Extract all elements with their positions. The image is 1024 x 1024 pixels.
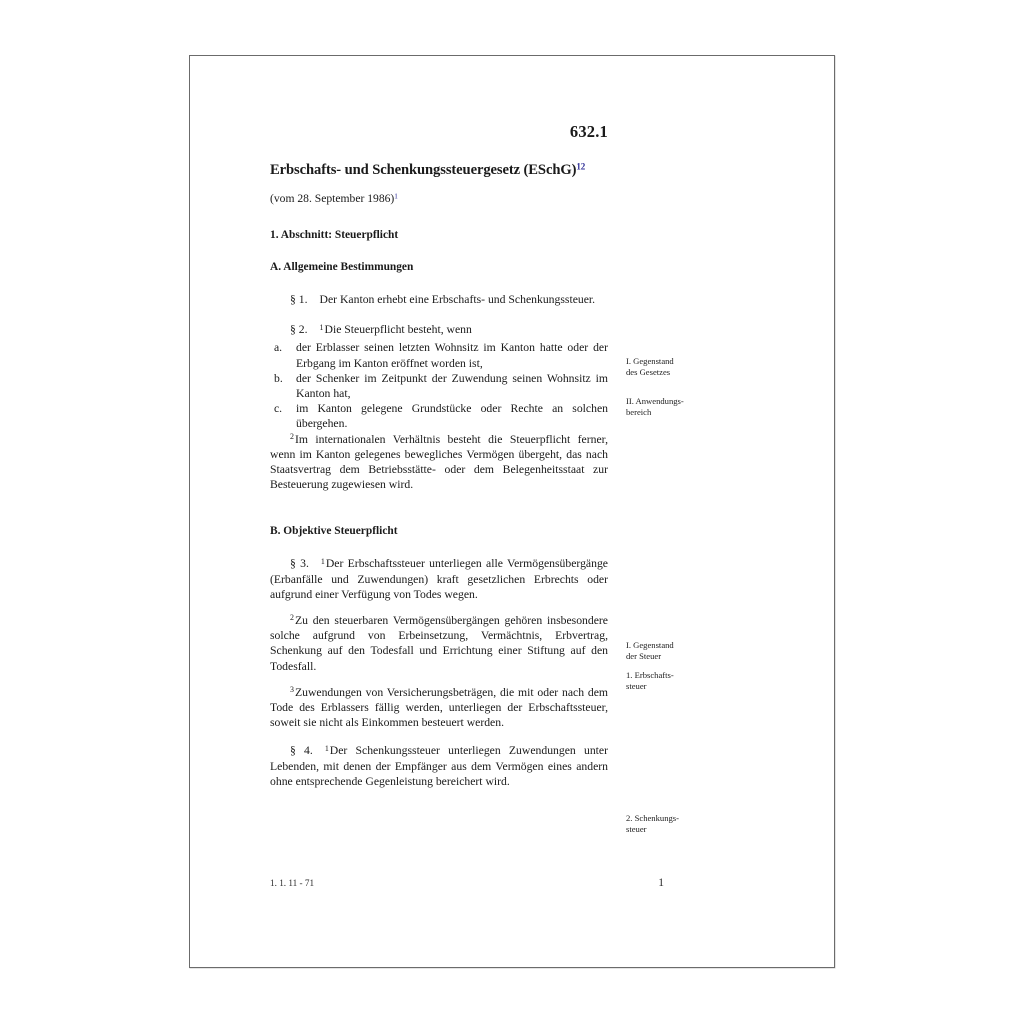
article-1-text: Der Kanton erhebt eine Erbschafts- und Schenkungssteuer.	[319, 293, 596, 306]
marginal-note-line: steuer	[626, 824, 647, 834]
page-sheet	[189, 55, 835, 968]
article-3-paragraph-3	[270, 685, 608, 731]
article-4-mark: § 4.	[290, 744, 313, 758]
document-title-text: Erbschafts- und Schenkungssteuergesetz (ESchG)	[270, 162, 577, 178]
list-item	[270, 340, 608, 370]
article-3-para1-number: 1	[320, 556, 325, 566]
document-header	[270, 122, 608, 142]
article-2-intro	[270, 322, 608, 337]
footer-edition: 1. 1. 11 - 71	[270, 878, 315, 888]
marginal-note-line: der Steuer	[626, 651, 662, 661]
marginal-note-anwendungsbereich	[626, 396, 786, 418]
article-2-paragraph-2	[270, 432, 608, 493]
marginal-note	[626, 813, 786, 835]
document-number: 632.1	[569, 122, 608, 141]
marginal-note-line: bereich	[626, 407, 652, 417]
marginal-note-line: II. Anwendungs-	[626, 396, 684, 406]
article-1	[270, 292, 608, 307]
list-item-text: im Kanton gelegene Grundstücke oder Rechte an solchen übergehen.	[296, 402, 608, 431]
marginal-note-line: 1. Erbschafts-	[626, 670, 674, 680]
date-footnote-ref[interactable]: 1	[394, 192, 398, 201]
marginal-note	[626, 356, 786, 378]
article-2-para2-number: 2	[290, 431, 294, 441]
article-3-paragraph-1-text: Der Erbschaftssteuer unterliegen alle Vermögensübergänge (Erbanfälle und Zuwendungen) kraft gesetzlichen Erbrechts oder aufgrund einer Verfügung von Todes wegen.	[270, 557, 608, 601]
marginal-note-line: 2. Schenkungs-	[626, 813, 679, 823]
marginal-note-schenkungssteuer	[626, 813, 786, 835]
article-3-mark: § 3.	[290, 557, 309, 571]
marginal-note-line: I. Gegenstand	[626, 356, 674, 366]
list-item-letter: b.	[274, 371, 283, 385]
article-3-paragraph-2-text: Zu den steuerbaren Vermögensübergängen gehören insbesondere solche aufgrund von Erbeinsetzung, Vermächtnis, Erbvertrag, Schenkung auf den Todesfall und Errichtung einer Stiftung auf den Todesfall.	[270, 614, 608, 673]
list-item	[270, 371, 608, 401]
article-2-para-number: 1	[319, 322, 324, 332]
marginal-note-gegenstand-steuer	[626, 640, 786, 692]
marginal-note-gegenstand-gesetzes	[626, 356, 786, 378]
heading-subsection-b: B. Objektive Steuerpflicht	[270, 525, 398, 538]
list-item-text: der Schenker im Zeitpunkt der Zuwendung seinen Wohnsitz im Kanton hat,	[296, 371, 608, 401]
marginal-note-line: steuer	[626, 681, 647, 691]
article-2-list	[270, 340, 608, 431]
document-title	[270, 162, 630, 179]
article-2-intro-text: Die Steuerpflicht besteht, wenn	[324, 323, 472, 337]
list-item-text: der Erblasser seinen letzten Wohnsitz im Kanton hatte oder der Erbgang im Kanton eröffnet worden ist,	[296, 341, 608, 370]
marginal-note	[626, 670, 786, 692]
marginal-note-line: I. Gegenstand	[626, 640, 674, 650]
article-3-paragraph-3-text: Zuwendungen von Versicherungsbeträgen, die mit oder nach dem Tode des Erblassers fällig werden, unterliegen der Erbschaftssteuer, soweit sie nicht als Einkommen besteuert werden.	[270, 685, 608, 730]
article-3-paragraph-1	[270, 556, 608, 602]
title-footnote-ref[interactable]: 12	[576, 161, 586, 172]
list-item-letter: a.	[274, 341, 283, 355]
heading-subsection-a: A. Allgemeine Bestimmungen	[270, 261, 414, 273]
heading-section-1: 1. Abschnitt: Steuerpflicht	[270, 229, 399, 241]
article-4-para1-number: 1	[324, 743, 329, 753]
article-2-mark: § 2.	[290, 323, 308, 337]
article-3-paragraph-2	[270, 613, 608, 674]
article-4-paragraph-1	[270, 743, 608, 789]
article-2-paragraph-2-text: Im internationalen Verhältnis besteht die Steuerpflicht ferner, wenn im Kanton gelegenes bewegliches Vermögen übergeht, das nach Staatsvertrag dem Betriebsstätte- oder dem Belegenheitsstaat zur Besteuerung zugewiesen wird.	[270, 432, 608, 492]
marginal-note-line: des Gesetzes	[626, 367, 671, 377]
page-footer	[270, 877, 786, 889]
marginal-note	[626, 396, 786, 418]
document-date	[270, 192, 786, 205]
document-date-text: (vom 28. September 1986)	[270, 192, 395, 205]
article-1-mark: § 1.	[290, 293, 308, 306]
marginal-note	[626, 640, 786, 662]
list-item-letter: c.	[274, 402, 283, 416]
article-4-paragraph-1-text: Der Schenkungssteuer unterliegen Zuwendungen unter Lebenden, mit denen der Empfänger aus dem Vermögen eines andern ohne entsprechende Gegenleistung bereichert wird.	[270, 744, 609, 788]
section-block-1	[270, 229, 608, 789]
article-3-para3-number: 3	[290, 685, 294, 695]
list-item	[270, 401, 608, 431]
document-content	[270, 122, 786, 834]
article-3-para2-number: 2	[290, 613, 294, 623]
footer-page-number: 1	[658, 877, 664, 889]
